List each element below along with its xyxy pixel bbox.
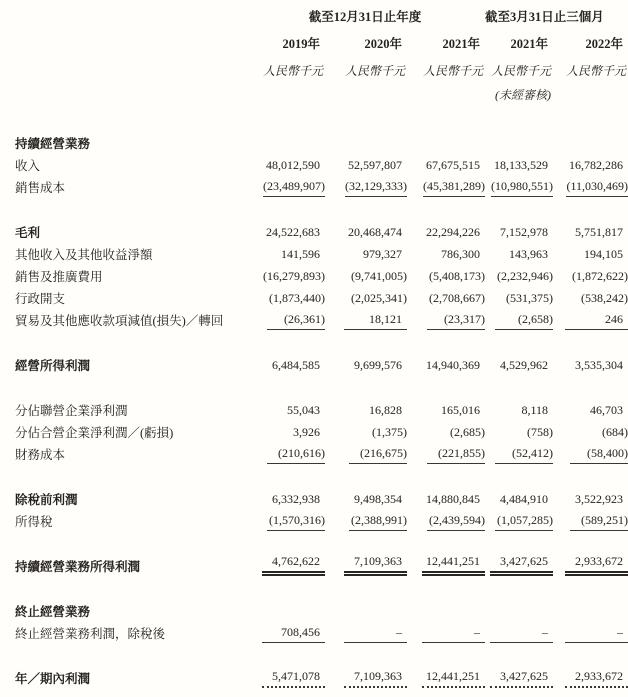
cell-number: 143,963 (509, 247, 549, 261)
col-header-year-2019: 2019年 (282, 37, 320, 52)
row-label: 分佔聯營企業淨利潤 (15, 404, 128, 419)
cell-number: 6,484,585 (272, 358, 320, 372)
cell-value (553, 420, 628, 442)
cell-value (553, 487, 628, 509)
cell-value (485, 398, 553, 420)
cell-value (407, 599, 485, 621)
cell-value (553, 264, 628, 286)
unaudited-note-row (15, 79, 628, 103)
row-label: 除稅前利潤 (15, 493, 78, 508)
cell-value (553, 554, 628, 576)
row-gap (15, 643, 628, 666)
cell-number: 20,468,474 (348, 225, 402, 239)
header-spacer (15, 79, 245, 103)
cell-value (407, 621, 485, 643)
cell-number: 4,762,622 (262, 554, 325, 576)
cell-value (325, 286, 407, 308)
cell-value (485, 153, 553, 175)
cell-number: 22,294,226 (426, 225, 481, 239)
row-label: 其他收入及其他收益淨額 (15, 248, 153, 263)
cell-value (407, 487, 485, 509)
cell-number: 18,121 (344, 312, 407, 330)
cell-number: (11,030,469) (566, 179, 628, 197)
header-spacer (15, 6, 245, 26)
cell-value (245, 308, 325, 330)
cell-value (325, 509, 407, 531)
cell-number: (2,232,946) (497, 269, 554, 283)
cell-value (485, 131, 553, 153)
cell-number: 7,109,363 (344, 669, 407, 688)
header-spacer (15, 26, 245, 53)
cell-number: (23,317) (427, 312, 485, 330)
cell-number: 3,427,625 (490, 554, 553, 576)
cell-value (485, 242, 553, 264)
table-row (15, 599, 628, 621)
cell-number: 141,596 (281, 247, 320, 261)
cell-value (245, 264, 325, 286)
cell-value (325, 353, 407, 375)
cell-value (407, 398, 485, 420)
cell-number: (1,375) (372, 425, 407, 439)
cell-value (485, 175, 553, 197)
cell-value (553, 353, 628, 375)
cell-value (485, 353, 553, 375)
row-label: 持續經營業務 (15, 137, 91, 152)
cell-number: (2,388,991) (349, 513, 407, 531)
table-row (15, 509, 628, 531)
cell-value (553, 286, 628, 308)
financial-table (15, 6, 628, 688)
table-row (15, 153, 628, 175)
cell-value (407, 308, 485, 330)
cell-value (325, 442, 407, 464)
row-label: 所得稅 (15, 515, 53, 530)
cell-number: (538,242) (581, 291, 628, 305)
cell-value (245, 220, 325, 242)
cell-number: (210,616) (267, 446, 325, 464)
table-row (15, 554, 628, 576)
cell-value (325, 153, 407, 175)
cell-value (485, 487, 553, 509)
cell-value (325, 398, 407, 420)
cell-value (325, 175, 407, 197)
unit-label: 人民幣千元 (566, 64, 627, 78)
cell-number: 708,456 (262, 625, 325, 643)
cell-number: (1,873,440) (269, 291, 325, 305)
cell-number: 67,675,515 (426, 158, 481, 172)
table-row (15, 353, 628, 375)
row-label: 分佔合營企業淨利潤／(虧損) (15, 426, 174, 441)
cell-number: (9,741,005) (351, 269, 407, 283)
cell-number: 2,933,672 (565, 554, 628, 576)
row-label: 終止經營業務 (15, 605, 91, 620)
col-header-q1-2022: 2022年 (585, 37, 624, 52)
cell-number: 4,529,962 (500, 358, 549, 372)
year-header-row (15, 26, 628, 53)
table-row (15, 242, 628, 264)
cell-value (245, 509, 325, 531)
table-body (15, 131, 628, 688)
cell-value (407, 509, 485, 531)
table-row (15, 286, 628, 308)
cell-number: 2,933,672 (565, 669, 628, 688)
cell-number: – (344, 625, 407, 643)
row-label: 貿易及其他應收款項減值(損失)／轉回 (15, 314, 224, 329)
cell-number: 6,332,938 (272, 492, 320, 506)
cell-number: 9,498,354 (354, 492, 402, 506)
cell-number: 14,940,369 (426, 358, 481, 372)
cell-value (245, 242, 325, 264)
group-header-row (15, 6, 628, 26)
cell-value (325, 308, 407, 330)
cell-value (485, 509, 553, 531)
table-row (15, 666, 628, 688)
cell-number: (216,675) (349, 446, 407, 464)
cell-number: (2,439,594) (427, 513, 485, 531)
cell-number: – (565, 625, 628, 643)
row-gap (15, 531, 628, 554)
cell-number: 46,703 (590, 403, 624, 417)
cell-value (407, 264, 485, 286)
row-label: 終止經營業務利潤，除稅後 (15, 627, 166, 642)
cell-number: (26,361) (267, 312, 325, 330)
unit-label: 人民幣千元 (423, 64, 484, 78)
row-label: 毛利 (15, 226, 41, 241)
cell-value (407, 242, 485, 264)
cell-number: (684) (602, 425, 628, 439)
cell-number: 52,597,807 (348, 158, 402, 172)
cell-value (325, 599, 407, 621)
cell-number: 18,133,529 (494, 158, 549, 172)
cell-value (407, 220, 485, 242)
cell-value (553, 153, 628, 175)
cell-number: 8,118 (521, 403, 549, 417)
cell-value (325, 621, 407, 643)
table-row (15, 308, 628, 330)
cell-value (553, 442, 628, 464)
cell-value (245, 621, 325, 643)
cell-value (245, 131, 325, 153)
cell-number: 12,441,251 (422, 554, 485, 576)
table-row (15, 131, 628, 153)
row-label: 銷售及推廣費用 (15, 270, 103, 285)
cell-value (553, 398, 628, 420)
row-gap (15, 330, 628, 353)
unit-label: 人民幣千元 (491, 64, 552, 78)
cell-value (245, 420, 325, 442)
cell-value (553, 242, 628, 264)
row-gap (15, 375, 628, 398)
cell-number: (758) (527, 425, 554, 439)
table-header (15, 6, 628, 131)
cell-number: 786,300 (441, 247, 481, 261)
cell-number: (221,855) (427, 446, 485, 464)
cell-value (485, 442, 553, 464)
cell-number: (1,872,622) (572, 269, 628, 283)
cell-value (485, 554, 553, 576)
cell-value (553, 220, 628, 242)
cell-value (245, 666, 325, 688)
col-header-year-2020: 2020年 (364, 37, 402, 52)
cell-number: 12,441,251 (422, 669, 485, 688)
cell-number: (589,251) (570, 513, 628, 531)
row-label: 行政開支 (15, 292, 66, 307)
cell-number: (58,400) (570, 446, 628, 464)
cell-value (245, 599, 325, 621)
cell-value (325, 131, 407, 153)
cell-value (407, 153, 485, 175)
table-row (15, 420, 628, 442)
cell-value (485, 420, 553, 442)
cell-value (485, 666, 553, 688)
unit-label: 人民幣千元 (344, 64, 405, 78)
cell-value (485, 264, 553, 286)
cell-number: (45,381,289) (423, 179, 485, 197)
cell-value (485, 286, 553, 308)
table-row (15, 487, 628, 509)
cell-number: (2,025,341) (351, 291, 407, 305)
row-label: 經營所得利潤 (15, 359, 91, 374)
cell-number: (1,057,285) (495, 513, 553, 531)
cell-value (245, 286, 325, 308)
group-header-annual: 截至12月31日止年度 (308, 10, 422, 25)
cell-value (407, 666, 485, 688)
cell-value (407, 420, 485, 442)
cell-number: (32,129,333) (345, 179, 407, 197)
cell-value (553, 509, 628, 531)
cell-number: 4,484,910 (500, 492, 549, 506)
cell-number: (2,708,667) (429, 291, 486, 305)
cell-value (325, 264, 407, 286)
cell-number: 246 (565, 312, 628, 330)
header-spacer (15, 53, 245, 79)
cell-value (485, 599, 553, 621)
cell-number: 5,471,078 (262, 669, 325, 688)
cell-value (553, 131, 628, 153)
cell-number: 55,043 (287, 403, 320, 417)
cell-number: 16,782,286 (569, 158, 624, 172)
row-gap (15, 197, 628, 220)
col-header-q1-2021: 2021年 (510, 37, 549, 52)
cell-number: (1,570,316) (267, 513, 325, 531)
cell-number: (10,980,551) (491, 179, 553, 197)
cell-value (325, 242, 407, 264)
cell-value (245, 153, 325, 175)
cell-number: 3,535,304 (575, 358, 624, 372)
cell-value (407, 175, 485, 197)
cell-number: – (490, 625, 553, 643)
cell-number: 3,522,923 (575, 492, 624, 506)
cell-value (245, 353, 325, 375)
cell-value (553, 308, 628, 330)
row-label: 銷售成本 (15, 181, 66, 196)
cell-value (325, 420, 407, 442)
cell-number: 165,016 (441, 403, 481, 417)
cell-number: 3,926 (293, 425, 320, 439)
header-spacer (245, 79, 325, 103)
row-gap (15, 464, 628, 487)
cell-number: (2,658) (495, 312, 553, 330)
cell-number: 5,751,817 (575, 225, 624, 239)
cell-value (407, 353, 485, 375)
cell-value (245, 398, 325, 420)
row-gap (15, 576, 628, 599)
cell-value (325, 666, 407, 688)
cell-value (553, 175, 628, 197)
table-row (15, 442, 628, 464)
table-row (15, 398, 628, 420)
cell-number: – (422, 625, 485, 643)
unit-header-row (15, 53, 628, 79)
row-label: 收入 (15, 159, 41, 174)
cell-value (485, 308, 553, 330)
cell-number: (531,375) (506, 291, 554, 305)
cell-value (245, 487, 325, 509)
table-row (15, 220, 628, 242)
col-header-year-2021: 2021年 (442, 37, 481, 52)
cell-number: 194,105 (584, 247, 624, 261)
cell-value (485, 220, 553, 242)
cell-number: 16,828 (369, 403, 402, 417)
header-spacer (407, 79, 485, 103)
header-gap (15, 103, 628, 131)
cell-value (407, 442, 485, 464)
cell-number: 48,012,590 (266, 158, 320, 172)
group-header-quarterly: 截至3月31日止三個月 (485, 10, 604, 25)
header-spacer (325, 79, 407, 103)
cell-number: 3,427,625 (490, 669, 553, 688)
header-spacer (553, 79, 628, 103)
cell-value (245, 175, 325, 197)
cell-number: (23,489,907) (263, 179, 325, 197)
cell-value (325, 554, 407, 576)
cell-value (325, 220, 407, 242)
table-row (15, 264, 628, 286)
cell-value (407, 554, 485, 576)
cell-number: (52,412) (495, 446, 553, 464)
cell-number: 979,327 (363, 247, 402, 261)
table-row (15, 175, 628, 197)
table-row (15, 621, 628, 643)
row-label: 持續經營業務所得利潤 (15, 560, 141, 575)
cell-number: 7,109,363 (344, 554, 407, 576)
cell-number: (16,279,893) (263, 269, 325, 283)
cell-value (407, 286, 485, 308)
unaudited-note: (未經審核) (495, 88, 552, 102)
cell-value (325, 487, 407, 509)
cell-value (485, 621, 553, 643)
cell-value (553, 666, 628, 688)
cell-value (553, 599, 628, 621)
unit-label: 人民幣千元 (262, 64, 323, 78)
cell-number: (5,408,173) (429, 269, 486, 283)
cell-number: 9,699,576 (354, 358, 402, 372)
cell-number: 7,152,978 (500, 225, 549, 239)
cell-value (407, 131, 485, 153)
cell-value (245, 554, 325, 576)
row-label: 財務成本 (15, 448, 66, 463)
row-label: 年／期內利潤 (15, 672, 91, 687)
cell-number: (2,685) (450, 425, 486, 439)
cell-value (553, 621, 628, 643)
cell-value (245, 442, 325, 464)
cell-number: 24,522,683 (266, 225, 320, 239)
cell-number: 14,880,845 (426, 492, 481, 506)
